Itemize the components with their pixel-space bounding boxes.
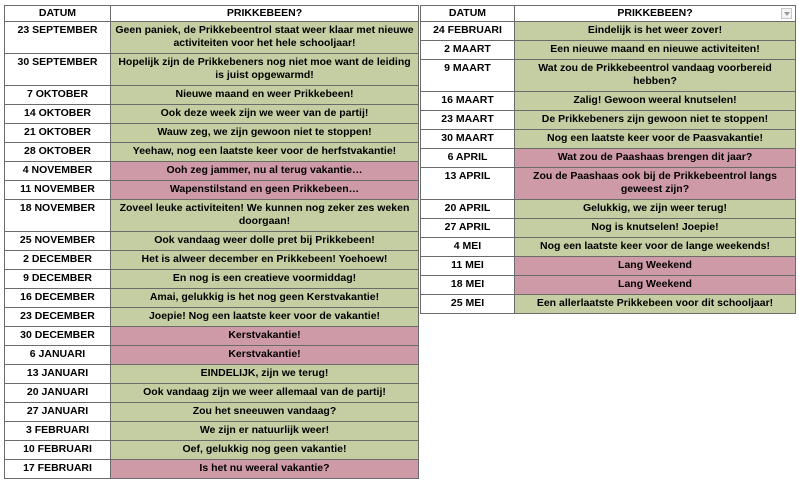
table-row: [5, 327, 419, 346]
activity-cell[interactable]: Gelukkig, we zijn weer terug!: [515, 200, 796, 219]
date-cell[interactable]: 16 DECEMBER: [5, 289, 111, 308]
activity-cell[interactable]: Geen paniek, de Prikkebeentrol staat weer klaar met nieuwe activiteiten voor het hele schooljaar!: [111, 22, 419, 54]
activity-cell[interactable]: De Prikkebeners zijn gewoon niet te stoppen!: [515, 111, 796, 130]
date-cell[interactable]: 28 OKTOBER: [5, 143, 111, 162]
activity-cell[interactable]: Ooh zeg jammer, nu al terug vakantie…: [111, 162, 419, 181]
table-row: [5, 105, 419, 124]
activity-cell[interactable]: Wapenstilstand en geen Prikkebeen…: [111, 181, 419, 200]
date-cell[interactable]: 27 APRIL: [421, 219, 515, 238]
table-row: [421, 92, 796, 111]
date-cell[interactable]: 23 MAART: [421, 111, 515, 130]
table-row: [5, 181, 419, 200]
table-body: [5, 22, 419, 479]
table-row: [5, 403, 419, 422]
activity-cell[interactable]: Hopelijk zijn de Prikkebeners nog niet moe want de leiding is juist opgewarmd!: [111, 54, 419, 86]
column-header-datum: DATUM: [5, 6, 111, 22]
table-row: [5, 460, 419, 479]
date-cell[interactable]: 23 SEPTEMBER: [5, 22, 111, 54]
table-row: [5, 22, 419, 54]
table-row: [5, 365, 419, 384]
table-row: [421, 200, 796, 219]
column-header-datum: DATUM: [421, 6, 515, 22]
activity-cell[interactable]: Ook deze week zijn we weer van de partij!: [111, 105, 419, 124]
table-row: [421, 219, 796, 238]
activity-cell[interactable]: Een allerlaatste Prikkebeen voor dit schooljaar!: [515, 295, 796, 314]
table-row: [5, 384, 419, 403]
table-row: [5, 422, 419, 441]
activity-cell[interactable]: Oef, gelukkig nog geen vakantie!: [111, 441, 419, 460]
table-header-row: [5, 6, 419, 22]
activity-cell[interactable]: En nog is een creatieve voormiddag!: [111, 270, 419, 289]
date-cell[interactable]: 30 SEPTEMBER: [5, 54, 111, 86]
activity-cell[interactable]: Zou het sneeuwen vandaag?: [111, 403, 419, 422]
table-row: [5, 308, 419, 327]
activity-cell[interactable]: Kerstvakantie!: [111, 327, 419, 346]
table-row: [5, 346, 419, 365]
activity-cell[interactable]: Wat zou de Prikkebeentrol vandaag voorbereid hebben?: [515, 60, 796, 92]
activity-cell[interactable]: Het is alweer december en Prikkebeen! Yoehoew!: [111, 251, 419, 270]
date-cell[interactable]: 23 DECEMBER: [5, 308, 111, 327]
table-row: [5, 162, 419, 181]
table-row: [5, 143, 419, 162]
activity-cell[interactable]: Nog een laatste keer voor de Paasvakantie!: [515, 130, 796, 149]
column-header-prikkebeen: [515, 6, 796, 22]
activity-cell[interactable]: Lang Weekend: [515, 276, 796, 295]
date-cell[interactable]: 20 APRIL: [421, 200, 515, 219]
activity-cell[interactable]: Nog is knutselen! Joepie!: [515, 219, 796, 238]
date-cell[interactable]: 10 FEBRUARI: [5, 441, 111, 460]
table-row: [421, 60, 796, 92]
date-cell[interactable]: 20 JANUARI: [5, 384, 111, 403]
activity-cell[interactable]: Zou de Paashaas ook bij de Prikkebeentrol langs geweest zijn?: [515, 168, 796, 200]
date-cell[interactable]: 13 JANUARI: [5, 365, 111, 384]
activity-cell[interactable]: Is het nu weeral vakantie?: [111, 460, 419, 479]
date-cell[interactable]: 25 MEI: [421, 295, 515, 314]
date-cell[interactable]: 2 DECEMBER: [5, 251, 111, 270]
activity-cell[interactable]: Ook vandaag weer dolle pret bij Prikkebeen!: [111, 232, 419, 251]
date-cell[interactable]: 25 NOVEMBER: [5, 232, 111, 251]
activity-cell[interactable]: We zijn er natuurlijk weer!: [111, 422, 419, 441]
date-cell[interactable]: 18 NOVEMBER: [5, 200, 111, 232]
activity-cell[interactable]: Wat zou de Paashaas brengen dit jaar?: [515, 149, 796, 168]
schedule-table-left: [4, 5, 419, 479]
table-row: [421, 41, 796, 60]
date-cell[interactable]: 11 NOVEMBER: [5, 181, 111, 200]
date-cell[interactable]: 7 OKTOBER: [5, 86, 111, 105]
date-cell[interactable]: 6 JANUARI: [5, 346, 111, 365]
filter-dropdown-icon[interactable]: [781, 8, 792, 19]
table-row: [421, 295, 796, 314]
date-cell[interactable]: 24 FEBRUARI: [421, 22, 515, 41]
date-cell[interactable]: 4 NOVEMBER: [5, 162, 111, 181]
schedule-table-right: [420, 5, 796, 314]
table-row: [421, 257, 796, 276]
date-cell[interactable]: 30 DECEMBER: [5, 327, 111, 346]
activity-cell[interactable]: Een nieuwe maand en nieuwe activiteiten!: [515, 41, 796, 60]
date-cell[interactable]: 9 MAART: [421, 60, 515, 92]
activity-cell[interactable]: Ook vandaag zijn we weer allemaal van de partij!: [111, 384, 419, 403]
table-row: [5, 124, 419, 143]
date-cell[interactable]: 21 OKTOBER: [5, 124, 111, 143]
activity-cell[interactable]: Nog een laatste keer voor de lange weekends!: [515, 238, 796, 257]
date-cell[interactable]: 6 APRIL: [421, 149, 515, 168]
activity-cell[interactable]: Zalig! Gewoon weeral knutselen!: [515, 92, 796, 111]
activity-cell[interactable]: Zoveel leuke activiteiten! We kunnen nog zeker zes weken doorgaan!: [111, 200, 419, 232]
date-cell[interactable]: 16 MAART: [421, 92, 515, 111]
activity-cell[interactable]: Nieuwe maand en weer Prikkebeen!: [111, 86, 419, 105]
table-row: [421, 276, 796, 295]
date-cell[interactable]: 3 FEBRUARI: [5, 422, 111, 441]
activity-cell[interactable]: Kerstvakantie!: [111, 346, 419, 365]
date-cell[interactable]: 14 OKTOBER: [5, 105, 111, 124]
date-cell[interactable]: 11 MEI: [421, 257, 515, 276]
date-cell[interactable]: 2 MAART: [421, 41, 515, 60]
date-cell[interactable]: 13 APRIL: [421, 168, 515, 200]
table-row: [421, 168, 796, 200]
date-cell[interactable]: 4 MEI: [421, 238, 515, 257]
activity-cell[interactable]: EINDELIJK, zijn we terug!: [111, 365, 419, 384]
table-row: [5, 251, 419, 270]
table-body: [421, 22, 796, 314]
table-header-row: [421, 6, 796, 22]
date-cell[interactable]: 27 JANUARI: [5, 403, 111, 422]
date-cell[interactable]: 18 MEI: [421, 276, 515, 295]
table-row: [5, 289, 419, 308]
date-cell[interactable]: 17 FEBRUARI: [5, 460, 111, 479]
column-header-prikkebeen: PRIKKEBEEN?: [111, 6, 419, 22]
table-row: [421, 111, 796, 130]
date-cell[interactable]: 9 DECEMBER: [5, 270, 111, 289]
table-row: [5, 200, 419, 232]
table-row: [5, 232, 419, 251]
activity-cell[interactable]: Joepie! Nog een laatste keer voor de vakantie!: [111, 308, 419, 327]
table-row: [421, 130, 796, 149]
activity-cell[interactable]: Wauw zeg, we zijn gewoon niet te stoppen!: [111, 124, 419, 143]
table-row: [421, 22, 796, 41]
table-row: [5, 86, 419, 105]
activity-cell[interactable]: Amai, gelukkig is het nog geen Kerstvakantie!: [111, 289, 419, 308]
activity-cell[interactable]: Lang Weekend: [515, 257, 796, 276]
date-cell[interactable]: 30 MAART: [421, 130, 515, 149]
activity-cell[interactable]: Eindelijk is het weer zover!: [515, 22, 796, 41]
table-row: [421, 149, 796, 168]
table-row: [5, 270, 419, 289]
column-header-label: PRIKKEBEEN?: [617, 7, 693, 19]
table-row: [5, 441, 419, 460]
table-row: [5, 54, 419, 86]
activity-cell[interactable]: Yeehaw, nog een laatste keer voor de herfstvakantie!: [111, 143, 419, 162]
table-row: [421, 238, 796, 257]
